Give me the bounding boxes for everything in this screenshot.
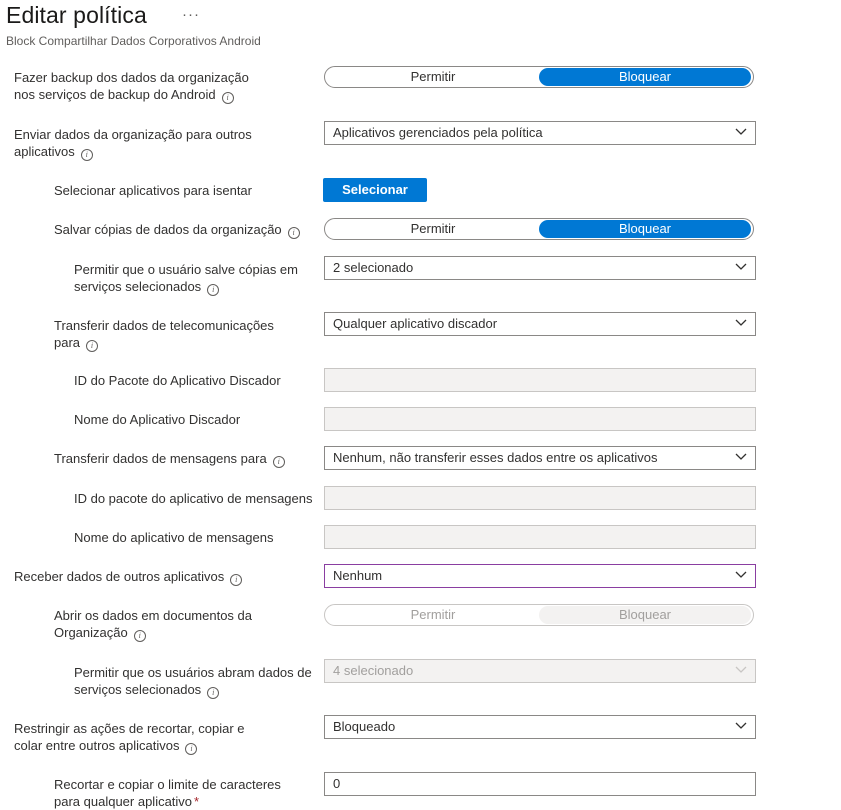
send-data-label-line2: aplicativos bbox=[14, 144, 75, 159]
chevron-down-icon bbox=[735, 319, 747, 327]
backup-label-line2: nos serviços de backup do Android bbox=[14, 87, 216, 102]
restrict-cut-label-line2: colar entre outros aplicativos bbox=[14, 738, 180, 753]
telecom-label-line2: para bbox=[54, 335, 81, 350]
info-icon[interactable]: i bbox=[81, 149, 93, 161]
backup-label bbox=[14, 69, 249, 104]
chevron-down-icon bbox=[735, 666, 747, 674]
info-icon[interactable]: i bbox=[86, 340, 98, 352]
messaging-dropdown[interactable] bbox=[324, 446, 756, 470]
open-docs-allow-option: Permitir bbox=[410, 607, 456, 622]
chevron-down-icon bbox=[735, 128, 747, 136]
chevron-down-icon bbox=[735, 722, 747, 730]
messaging-label bbox=[54, 450, 285, 468]
save-copies-label-text: Salvar cópias de dados da organização bbox=[54, 222, 282, 237]
info-icon[interactable]: i bbox=[207, 284, 219, 296]
info-icon[interactable]: i bbox=[134, 630, 146, 642]
restrict-cut-dropdown[interactable] bbox=[324, 715, 756, 739]
backup-block-option[interactable]: Bloquear bbox=[539, 68, 751, 86]
send-data-dropdown[interactable] bbox=[324, 121, 756, 145]
msg-name-input bbox=[324, 525, 756, 549]
open-services-label-line1: Permitir que os usuários abram dados de bbox=[74, 665, 312, 680]
chevron-down-icon bbox=[735, 263, 747, 271]
telecom-dropdown[interactable] bbox=[324, 312, 756, 336]
save-services-label bbox=[74, 261, 298, 296]
dialer-name-input bbox=[324, 407, 756, 431]
telecom-label-line1: Transferir dados de telecomunicações bbox=[54, 318, 274, 333]
open-docs-label bbox=[54, 607, 252, 642]
dialer-package-input bbox=[324, 368, 756, 392]
required-mark: * bbox=[194, 794, 200, 809]
char-limit-label-line1: Recortar e copiar o limite de caracteres bbox=[54, 777, 281, 792]
receive-data-value: Nenhum bbox=[333, 568, 383, 583]
save-copies-label bbox=[54, 221, 300, 239]
receive-data-dropdown[interactable] bbox=[324, 564, 756, 588]
save-copies-block-option[interactable]: Bloquear bbox=[539, 220, 751, 238]
save-copies-allow-option[interactable]: Permitir bbox=[410, 221, 456, 236]
telecom-value: Qualquer aplicativo discador bbox=[333, 316, 498, 331]
info-icon[interactable]: i bbox=[222, 92, 234, 104]
open-docs-block-option: Bloquear bbox=[539, 606, 751, 624]
backup-toggle[interactable] bbox=[324, 66, 754, 88]
send-data-label bbox=[14, 126, 252, 161]
open-docs-label-line1: Abrir os dados em documentos da bbox=[54, 608, 252, 623]
info-icon[interactable]: i bbox=[288, 227, 300, 239]
save-services-label-line1: Permitir que o usuário salve cópias em bbox=[74, 262, 298, 277]
chevron-down-icon bbox=[735, 453, 747, 461]
open-services-dropdown bbox=[324, 659, 756, 683]
chevron-down-icon bbox=[735, 571, 747, 579]
messaging-label-text: Transferir dados de mensagens para bbox=[54, 451, 267, 466]
more-options-icon[interactable]: ··· bbox=[182, 6, 200, 23]
msg-package-input bbox=[324, 486, 756, 510]
save-services-dropdown[interactable] bbox=[324, 256, 756, 280]
messaging-value: Nenhum, não transferir esses dados entre os aplicativos bbox=[333, 450, 658, 465]
backup-allow-option[interactable]: Permitir bbox=[410, 69, 456, 84]
receive-data-label bbox=[14, 568, 242, 586]
msg-name-label: Nome do aplicativo de mensagens bbox=[74, 530, 274, 545]
send-data-label-line1: Enviar dados da organização para outros bbox=[14, 127, 252, 142]
info-icon[interactable]: i bbox=[185, 743, 197, 755]
backup-label-line1: Fazer backup dos dados da organização bbox=[14, 70, 249, 85]
info-icon[interactable]: i bbox=[230, 574, 242, 586]
save-copies-toggle[interactable] bbox=[324, 218, 754, 240]
receive-data-label-text: Receber dados de outros aplicativos bbox=[14, 569, 225, 584]
telecom-label bbox=[54, 317, 274, 352]
restrict-cut-label-line1: Restringir as ações de recortar, copiar e bbox=[14, 721, 245, 736]
open-docs-toggle bbox=[324, 604, 754, 626]
info-icon[interactable]: i bbox=[273, 456, 285, 468]
page-subtitle: Block Compartilhar Dados Corporativos Android bbox=[6, 34, 261, 48]
save-services-label-line2: serviços selecionados bbox=[74, 279, 202, 294]
restrict-cut-value: Bloqueado bbox=[333, 719, 396, 734]
select-apps-button[interactable]: Selecionar bbox=[323, 178, 427, 202]
char-limit-label bbox=[54, 776, 281, 810]
char-limit-input[interactable]: 0 bbox=[324, 772, 756, 796]
restrict-cut-label bbox=[14, 720, 245, 755]
msg-package-label: ID do pacote do aplicativo de mensagens bbox=[74, 491, 313, 506]
open-services-label bbox=[74, 664, 312, 699]
info-icon[interactable]: i bbox=[207, 687, 219, 699]
send-data-value: Aplicativos gerenciados pela política bbox=[333, 125, 543, 140]
dialer-package-label: ID do Pacote do Aplicativo Discador bbox=[74, 373, 281, 388]
exempt-apps-label: Selecionar aplicativos para isentar bbox=[54, 183, 252, 198]
open-docs-label-line2: Organização bbox=[54, 625, 128, 640]
dialer-name-label: Nome do Aplicativo Discador bbox=[74, 412, 241, 427]
open-services-label-line2: serviços selecionados bbox=[74, 682, 202, 697]
open-services-value: 4 selecionado bbox=[333, 663, 414, 678]
page-title: Editar política bbox=[6, 2, 147, 28]
char-limit-label-line2: para qualquer aplicativo bbox=[54, 794, 193, 809]
save-services-value: 2 selecionado bbox=[333, 260, 414, 275]
